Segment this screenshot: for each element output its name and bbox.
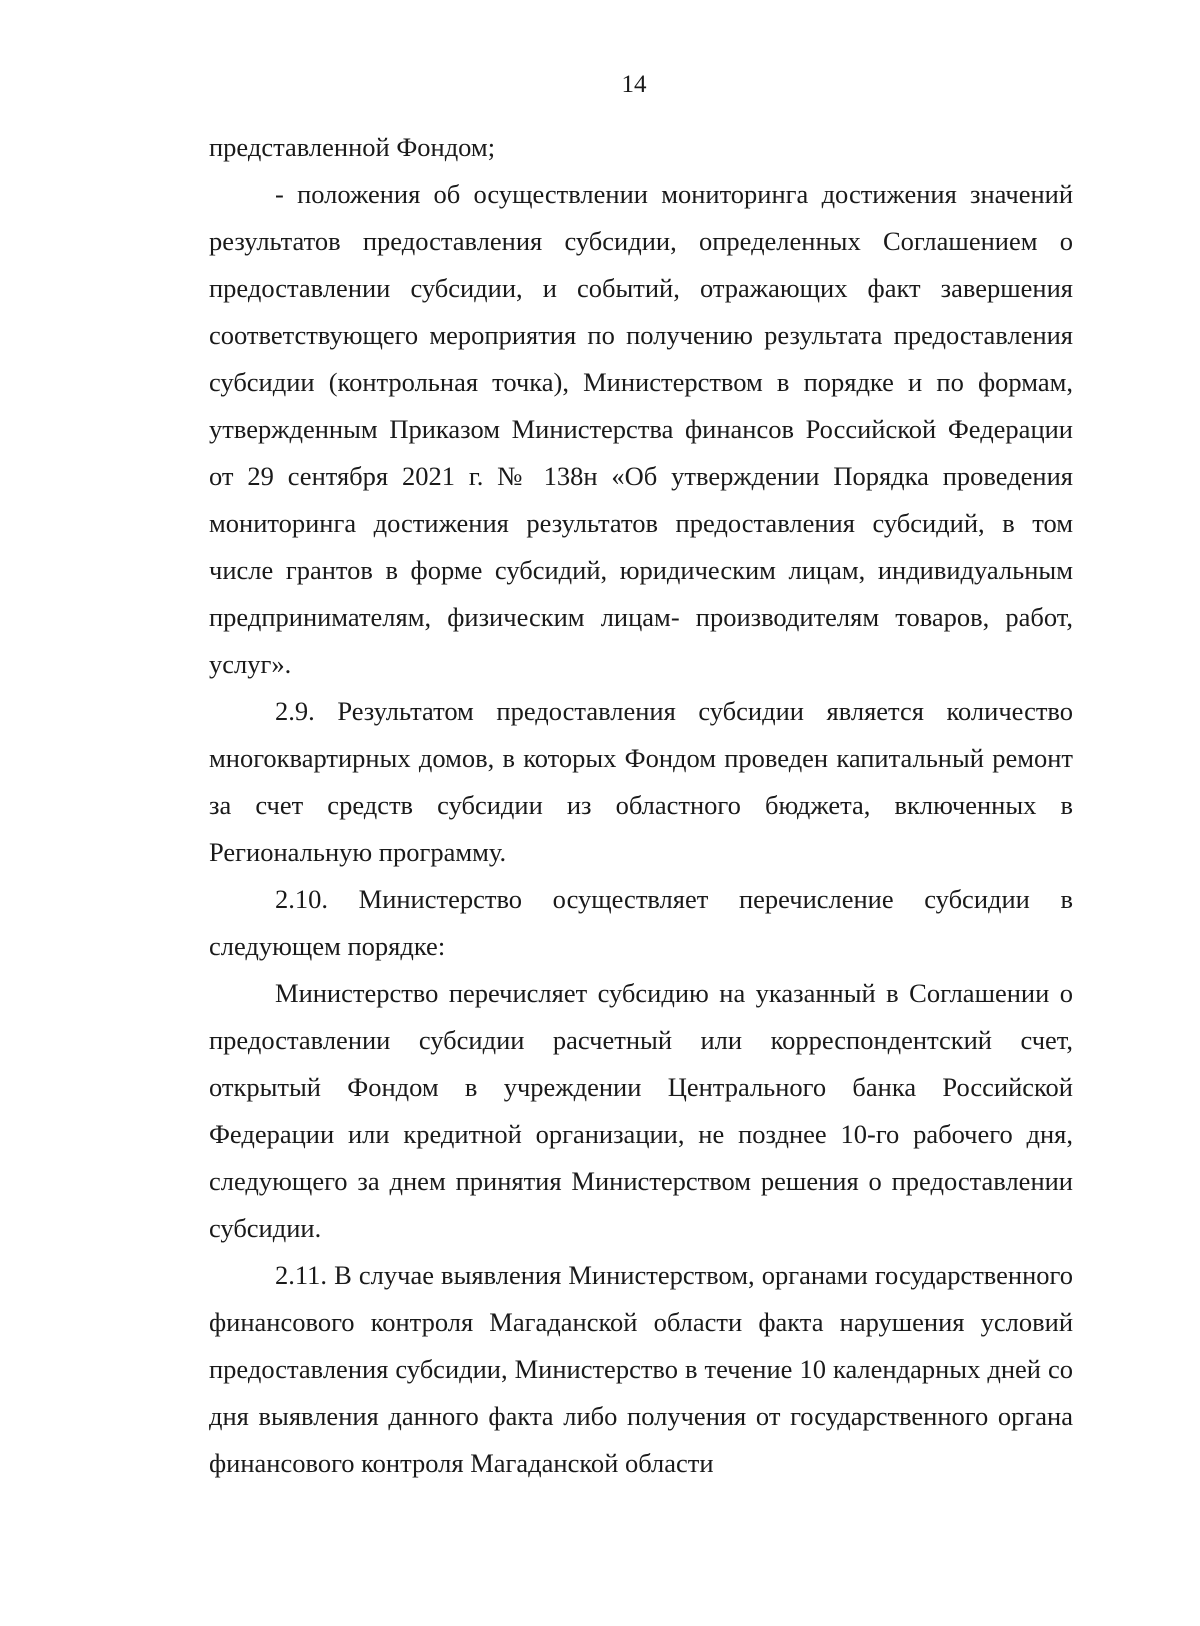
paragraph-2-9: 2.9. Результатом предоставления субсидии является количество многоквартирных домов, в которых Фондом проведен капитальный ремонт за счет средств субсидии из областного бюджета, включенных в Региональную программу. [209, 696, 1073, 867]
paragraph-transfer-order: Министерство перечисляет субсидию на указанный в Соглашении о предоставлении субсидии расчетный или корреспондентский счет, открытый Фондом в учреждении Центрального банка Российской Федерации или кредитной организации, не позднее 10-го рабочего дня, следующего за днем принятия Министерством решения о предоставлении субсидии. [209, 978, 1073, 1243]
paragraph-2-11: 2.11. В случае выявления Министерством, органами государственного финансового контроля Магаданской области факта нарушения условий предоставления субсидии, Министерство в течение 10 календарных дней со дня выявления данного факта либо получения от государственного органа финансового контроля Магаданской области [209, 1260, 1073, 1478]
document-body [209, 124, 1073, 1487]
paragraph-2-10: 2.10. Министерство осуществляет перечисление субсидии в следующем порядке: [209, 884, 1073, 961]
page-number: 14 [621, 71, 647, 98]
paragraph-monitoring-provision: - положения об осуществлении мониторинга достижения значений результатов предоставления субсидии, определенных Соглашением о предоставлении субсидии, и событий, отражающих факт завершения соответствующего мероприятия по получению результата предоставления субсидии (контрольная точка), Министерством в порядке и по формам, утвержденным Приказом Министерства финансов Российской Федерации от 29 сентября 2021 г. № 138н «Об утверждении Порядка проведения мониторинга достижения результатов предоставления субсидий, в том числе грантов в форме субсидий, юридическим лицам, индивидуальным предпринимателям, физическим лицам- производителям товаров, работ, услуг». [209, 179, 1073, 679]
paragraph-continuation: представленной Фондом; [209, 132, 496, 162]
